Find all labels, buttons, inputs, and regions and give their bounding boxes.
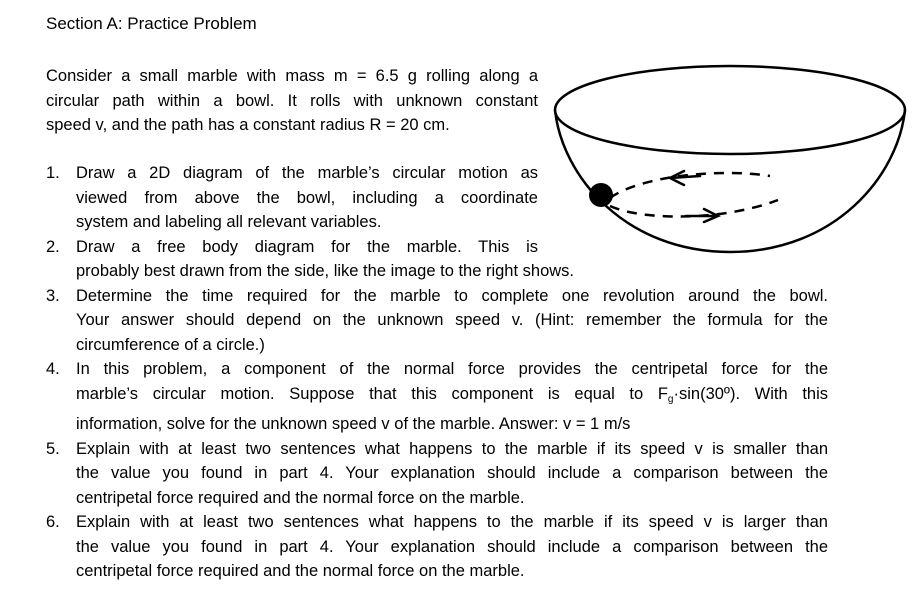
problem-list xyxy=(46,161,828,584)
intro-paragraph xyxy=(46,64,538,138)
section-title: Section A: Practice Problem xyxy=(46,14,257,33)
intro-line: Consider a small marble with mass m = 6.5 g rolling along a xyxy=(46,67,538,85)
list-item: 3. Determine the time required for the marble to complete one revolution around the bowl. Your answer should depend on the unknown speed v. (Hint: remember the formula for the circumference of a circle.) xyxy=(46,286,828,354)
list-item: 1. Draw a 2D diagram of the marble’s circular motion as viewed from above the bowl, including a coordinate system and labeling all relevant variables. xyxy=(46,164,538,231)
intro-line: circular path within a bowl. It rolls with unknown constant xyxy=(46,91,538,110)
list-item: 4. In this problem, a component of the normal force provides the centripetal force for the marble’s circular motion. Suppose that this component is equal to $F_g\cdot\sin(30º)$. With this information, solve for the unknown speed v of the marble. Answer: v = 1 m/s xyxy=(46,360,828,433)
bowl-rim xyxy=(555,66,905,154)
list-item: 5. Explain with at least two sentences what happens to the marble if its speed v is smaller than the value you found in part 4. Your explanation should include a comparison between the centripetal force required and the normal force on the marble. xyxy=(46,439,828,507)
intro-line: speed v, and the path has a constant radius R = 20 cm. xyxy=(46,116,450,134)
list-item: 6. Explain with at least two sentences what happens to the marble if its speed v is larger than the value you found in part 4. Your explanation should include a comparison between the centripetal force required and the normal force on the marble. xyxy=(46,513,828,580)
list-item: 2. Draw a free body diagram for the marble. This is probably best drawn from the side, like the image to the right shows. xyxy=(46,237,575,280)
